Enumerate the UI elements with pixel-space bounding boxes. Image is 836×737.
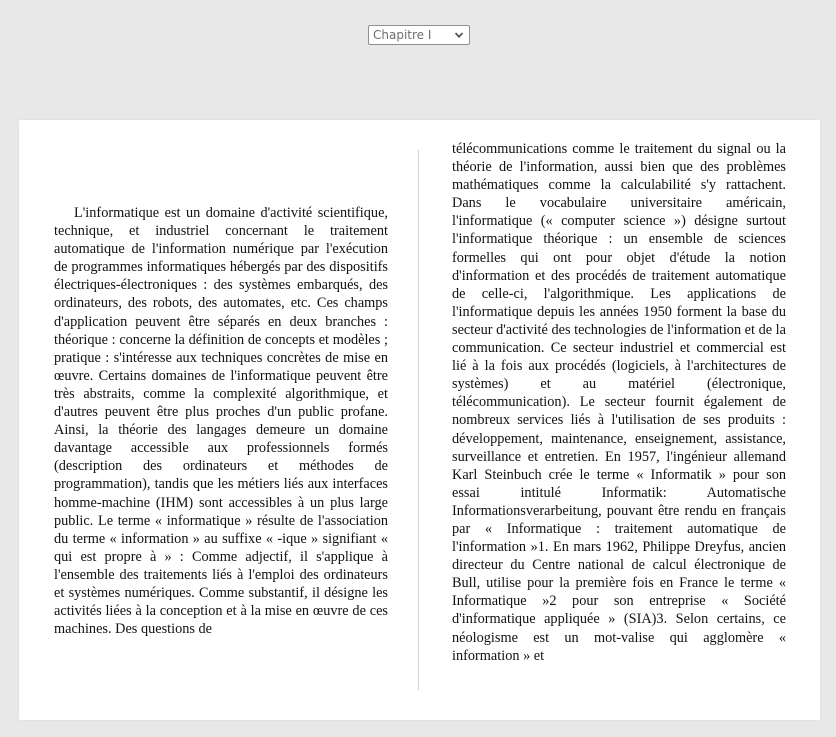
chapter-select[interactable] [368, 25, 470, 45]
left-page-text: L'informatique est un domaine d'activité scientifique, technique, et industriel concernant le traitement automatique de l'information numérique par l'exécution de programmes informatiques hébergés par des dispositifs électriques-électroniques : des systèmes embarqués, des ordinateurs, des robots, des automates, etc. Ces champs d'application peuvent être séparés en deux branches : théorique : concerne la définition de concepts et modèles ; pratique : s'intéresse aux techniques concrètes de mise en œuvre. Certains domaines de l'informatique peuvent être très abstraits, comme la complexité algorithmique, et d'autres peuvent être plus proches d'un public profane. Ainsi, la théorie des langages demeure un domaine davantage accessible aux professionnels formés (description des ordinateurs et méthodes de programmation), tandis que les métiers liés aux interfaces homme-machine (IHM) sont accessibles à un plus large public. Le terme « informatique » résulte de l'association du terme « information » au suffixe « -ique » signifiant « qui est propre à » : Comme adjectif, il s'applique à l'ensemble des traitements liés à l'emploi des ordinateurs et systèmes numériques. Comme substantif, il désigne les activités liées à la conception et à la mise en œuvre de ces machines. Des questions de [54, 205, 388, 638]
book-page-spread [19, 120, 820, 720]
right-page-text: télécommunications comme le traitement du signal ou la théorie de l'information, aussi bien que des problèmes mathématiques comme la calculabilité s'y rattachent. Dans le vocabulaire universitaire américain, l'informatique (« computer science ») désigne surtout l'informatique théorique : un ensemble de sciences formelles qui ont pour objet d'étude la notion d'information et des procédés de traitement automatique de celle-ci, l'algorithmique. Les applications de l'informatique depuis les années 1950 forment la base du secteur d'activité des technologies de l'information et de la communication. Ce secteur industriel et commercial est lié à la fois aux procédés (logiciels, à l'architectures de systèmes) et au matériel (électronique, télécommunication). Le secteur fournit également de nombreux services liés à l'utilisation de ses produits : développement, maintenance, enseignement, assistance, surveillance et entretien. En 1957, l'ingénieur allemand Karl Steinbuch crée le terme « Informatik » pour son essai intitulé Informatik: Automatische Informationsverarbeitung, pouvant être rendu en français par « Informatique : traitement automatique de l'information »1. En mars 1962, Philippe Dreyfus, ancien directeur du Centre national de calcul électronique de Bull, utilise pour la première fois en France le terme « Informatique »2 pour son entreprise « Société d'informatique appliquée » (SIA)3. Selon certains, ce néologisme est un mot-valise qui agglomère « information » et [452, 141, 786, 664]
right-page-column [452, 140, 786, 700]
page-divider [418, 150, 419, 690]
left-page-column [54, 204, 388, 690]
chevron-down-icon [454, 30, 464, 40]
chapter-select-value: Chapitre I [373, 28, 432, 42]
